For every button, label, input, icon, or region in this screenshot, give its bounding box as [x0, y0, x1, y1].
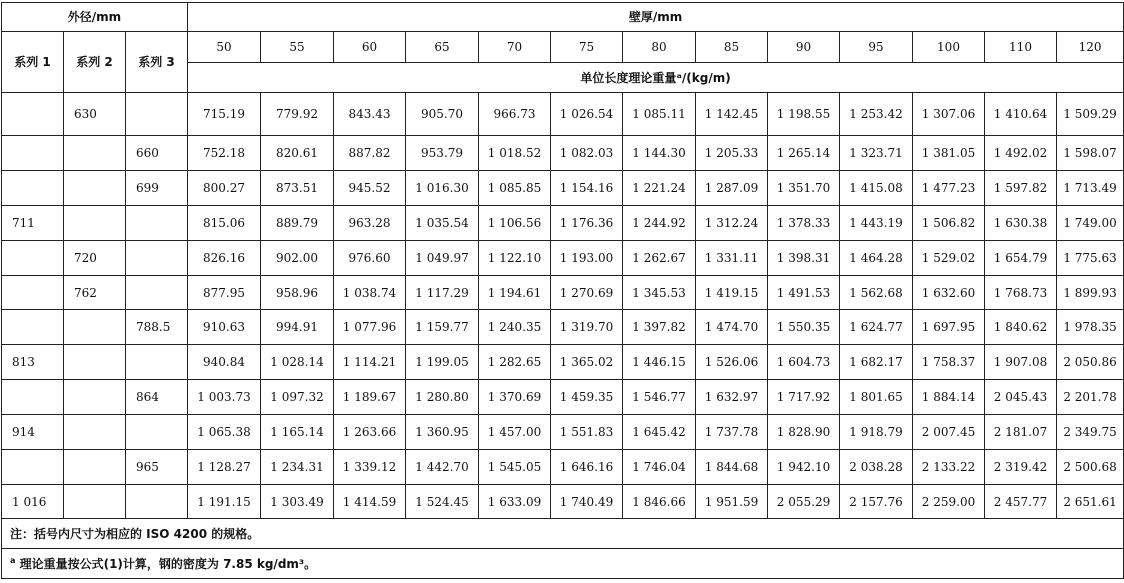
weight-cell: 1 942.10	[768, 449, 840, 484]
weight-cell: 2 007.45	[913, 414, 985, 449]
table-row	[2, 205, 1124, 240]
weight-cell: 877.95	[188, 275, 261, 310]
weight-cell: 1 545.05	[479, 449, 551, 484]
weight-cell: 1 506.82	[913, 205, 985, 240]
outer-diameter-s1	[2, 275, 64, 310]
weight-cell: 1 899.93	[1057, 275, 1124, 310]
weight-cell: 958.96	[261, 275, 334, 310]
weight-cell: 1 597.82	[985, 171, 1057, 206]
weight-cell: 1 801.65	[840, 380, 913, 415]
table-row	[2, 171, 1124, 206]
weight-cell: 905.70	[406, 93, 479, 136]
outer-diameter-s3: 965	[126, 449, 188, 484]
outer-diameter-s2: 720	[64, 240, 126, 275]
weight-cell: 1 474.70	[696, 310, 768, 345]
weight-cell: 1 263.66	[334, 414, 406, 449]
table-row	[2, 449, 1124, 484]
weight-cell: 1 978.35	[1057, 310, 1124, 345]
weight-cell: 1 645.42	[623, 414, 696, 449]
weight-cell: 1 323.71	[840, 136, 913, 171]
weight-cell: 2 457.77	[985, 484, 1057, 519]
weight-cell: 1 550.35	[768, 310, 840, 345]
thickness-header: 55	[261, 31, 334, 63]
weight-cell: 1 446.15	[623, 345, 696, 380]
outer-diameter-s1: 914	[2, 414, 64, 449]
weight-cell: 2 500.68	[1057, 449, 1124, 484]
weight-cell: 966.73	[479, 93, 551, 136]
weight-cell: 2 259.00	[913, 484, 985, 519]
outer-diameter-s2	[64, 345, 126, 380]
weight-cell: 1 713.49	[1057, 171, 1124, 206]
weight-cell: 1 117.29	[406, 275, 479, 310]
weight-cell: 1 646.16	[551, 449, 623, 484]
weight-cell: 1 529.02	[913, 240, 985, 275]
weight-cell: 1 038.74	[334, 275, 406, 310]
thickness-header: 85	[696, 31, 768, 63]
weight-cell: 1 085.11	[623, 93, 696, 136]
thickness-header: 90	[768, 31, 840, 63]
weight-cell: 1 442.70	[406, 449, 479, 484]
weight-cell: 1 106.56	[479, 205, 551, 240]
weight-cell: 1 768.73	[985, 275, 1057, 310]
weight-cell: 1 398.31	[768, 240, 840, 275]
weight-cell: 1 459.35	[551, 380, 623, 415]
outer-diameter-s3	[126, 240, 188, 275]
weight-cell: 1 085.85	[479, 171, 551, 206]
outer-diameter-s1	[2, 240, 64, 275]
weight-cell: 1 262.67	[623, 240, 696, 275]
weight-cell: 1 415.08	[840, 171, 913, 206]
weight-cell: 1 193.00	[551, 240, 623, 275]
weight-cell: 1 630.38	[985, 205, 1057, 240]
weight-cell: 1 828.90	[768, 414, 840, 449]
weight-cell: 1 624.77	[840, 310, 913, 345]
weight-cell: 887.82	[334, 136, 406, 171]
footnote	[2, 549, 1124, 579]
weight-cell: 1 345.53	[623, 275, 696, 310]
outer-diameter-s1	[2, 171, 64, 206]
weight-cell: 1 303.49	[261, 484, 334, 519]
outer-diameter-s3: 864	[126, 380, 188, 415]
weight-cell: 953.79	[406, 136, 479, 171]
weight-cell: 1 018.52	[479, 136, 551, 171]
weight-cell: 940.84	[188, 345, 261, 380]
footnote-row	[2, 549, 1124, 579]
outer-diameter-s3	[126, 345, 188, 380]
outer-diameter-s2	[64, 205, 126, 240]
outer-diameter-s2	[64, 484, 126, 519]
weight-cell: 1 740.49	[551, 484, 623, 519]
weight-cell: 1 035.54	[406, 205, 479, 240]
outer-diameter-s1: 711	[2, 205, 64, 240]
weight-cell: 1 907.08	[985, 345, 1057, 380]
weight-cell: 1 307.06	[913, 93, 985, 136]
weight-cell: 1 077.96	[334, 310, 406, 345]
table-row	[2, 484, 1124, 519]
weight-cell: 2 157.76	[840, 484, 913, 519]
weight-cell: 1 191.15	[188, 484, 261, 519]
weight-cell: 1 746.04	[623, 449, 696, 484]
weight-cell: 1 492.02	[985, 136, 1057, 171]
weight-cell: 1 524.45	[406, 484, 479, 519]
table-row	[2, 310, 1124, 345]
outer-diameter-s1: 1 016	[2, 484, 64, 519]
table-row	[2, 414, 1124, 449]
thickness-header: 120	[1057, 31, 1124, 63]
weight-cell: 800.27	[188, 171, 261, 206]
header-row-2	[2, 31, 1124, 63]
weight-cell: 1 397.82	[623, 310, 696, 345]
weight-cell: 1 749.00	[1057, 205, 1124, 240]
weight-cell: 1 114.21	[334, 345, 406, 380]
weight-cell: 1 918.79	[840, 414, 913, 449]
weight-cell: 1 775.63	[1057, 240, 1124, 275]
outer-diameter-s1: 813	[2, 345, 64, 380]
weight-cell: 1 165.14	[261, 414, 334, 449]
outer-diameter-s1	[2, 449, 64, 484]
thickness-header: 110	[985, 31, 1057, 63]
table-row	[2, 380, 1124, 415]
weight-cell: 2 045.43	[985, 380, 1057, 415]
weight-cell: 1 028.14	[261, 345, 334, 380]
outer-diameter-s2	[64, 136, 126, 171]
weight-cell: 1 360.95	[406, 414, 479, 449]
weight-cell: 889.79	[261, 205, 334, 240]
weight-cell: 1 632.60	[913, 275, 985, 310]
weight-cell: 1 546.77	[623, 380, 696, 415]
weight-cell: 963.28	[334, 205, 406, 240]
thickness-header: 50	[188, 31, 261, 63]
weight-cell: 1 562.68	[840, 275, 913, 310]
weight-cell: 976.60	[334, 240, 406, 275]
weight-cell: 1 654.79	[985, 240, 1057, 275]
thickness-header: 75	[551, 31, 623, 63]
outer-diameter-s3	[126, 93, 188, 136]
weight-cell: 1 457.00	[479, 414, 551, 449]
outer-diameter-s2	[64, 171, 126, 206]
outer-diameter-s3: 788.5	[126, 310, 188, 345]
wall-thickness-header: 壁厚/mm	[188, 3, 1124, 32]
weight-cell: 1 419.15	[696, 275, 768, 310]
weight-cell: 826.16	[188, 240, 261, 275]
thickness-header: 100	[913, 31, 985, 63]
weight-cell: 2 651.61	[1057, 484, 1124, 519]
weight-cell: 1 282.65	[479, 345, 551, 380]
weight-cell: 843.43	[334, 93, 406, 136]
weight-cell: 1 477.23	[913, 171, 985, 206]
weight-cell: 1 142.45	[696, 93, 768, 136]
weight-cell: 1 065.38	[188, 414, 261, 449]
note-row	[2, 519, 1124, 549]
weight-cell: 815.06	[188, 205, 261, 240]
weight-cell: 1 244.92	[623, 205, 696, 240]
outer-diameter-s2: 630	[64, 93, 126, 136]
weight-cell: 1 240.35	[479, 310, 551, 345]
weight-cell: 1 551.83	[551, 414, 623, 449]
weight-cell: 2 133.22	[913, 449, 985, 484]
weight-cell: 1 351.70	[768, 171, 840, 206]
weight-cell: 1 312.24	[696, 205, 768, 240]
thickness-header: 80	[623, 31, 696, 63]
weight-cell: 1 951.59	[696, 484, 768, 519]
weight-cell: 1 144.30	[623, 136, 696, 171]
weight-cell: 1 840.62	[985, 310, 1057, 345]
weight-cell: 1 265.14	[768, 136, 840, 171]
weight-cell: 1 287.09	[696, 171, 768, 206]
outer-diameter-s2	[64, 380, 126, 415]
weight-cell: 2 050.86	[1057, 345, 1124, 380]
unit-weight-header: 单位长度理论重量ᵃ/(kg/m)	[188, 63, 1124, 93]
weight-cell: 1 189.67	[334, 380, 406, 415]
weight-cell: 1 844.68	[696, 449, 768, 484]
weight-cell: 1 122.10	[479, 240, 551, 275]
weight-cell: 1 365.02	[551, 345, 623, 380]
weight-cell: 873.51	[261, 171, 334, 206]
outer-diameter-s1	[2, 93, 64, 136]
weight-cell: 1 633.09	[479, 484, 551, 519]
thickness-header: 60	[334, 31, 406, 63]
weight-cell: 1 682.17	[840, 345, 913, 380]
table-row	[2, 93, 1124, 136]
outer-diameter-s3	[126, 484, 188, 519]
table-row	[2, 136, 1124, 171]
weight-cell: 1 381.05	[913, 136, 985, 171]
weight-cell: 1 198.55	[768, 93, 840, 136]
weight-cell: 1 737.78	[696, 414, 768, 449]
table-row	[2, 240, 1124, 275]
weight-cell: 1 414.59	[334, 484, 406, 519]
outer-diameter-s3: 699	[126, 171, 188, 206]
thickness-header: 70	[479, 31, 551, 63]
thickness-header: 65	[406, 31, 479, 63]
outer-diameter-s1	[2, 136, 64, 171]
outer-diameter-s1	[2, 380, 64, 415]
outer-diameter-s3	[126, 205, 188, 240]
thickness-header: 95	[840, 31, 913, 63]
table-row	[2, 345, 1124, 380]
weight-cell: 1 509.29	[1057, 93, 1124, 136]
weight-cell: 910.63	[188, 310, 261, 345]
footnote-text: 理论重量按公式(1)计算，钢的密度为 7.85 kg/dm³。	[15, 557, 317, 572]
weight-cell: 1 049.97	[406, 240, 479, 275]
weight-cell: 1 082.03	[551, 136, 623, 171]
pipe-weight-table	[1, 2, 1124, 579]
weight-cell: 1 717.92	[768, 380, 840, 415]
weight-cell: 1 758.37	[913, 345, 985, 380]
weight-cell: 2 038.28	[840, 449, 913, 484]
weight-cell: 2 181.07	[985, 414, 1057, 449]
weight-cell: 2 349.75	[1057, 414, 1124, 449]
weight-cell: 1 199.05	[406, 345, 479, 380]
weight-cell: 1 598.07	[1057, 136, 1124, 171]
note-text: 注：括号内尺寸为相应的 ISO 4200 的规格。	[2, 519, 1124, 549]
weight-cell: 1 154.16	[551, 171, 623, 206]
series-2-header: 系列 2	[64, 31, 126, 92]
weight-cell: 1 194.61	[479, 275, 551, 310]
outer-diameter-s2: 762	[64, 275, 126, 310]
weight-cell: 1 443.19	[840, 205, 913, 240]
weight-cell: 1 270.69	[551, 275, 623, 310]
weight-cell: 945.52	[334, 171, 406, 206]
weight-cell: 715.19	[188, 93, 261, 136]
outer-diameter-s2	[64, 414, 126, 449]
weight-cell: 902.00	[261, 240, 334, 275]
weight-cell: 2 201.78	[1057, 380, 1124, 415]
outer-diameter-s3	[126, 414, 188, 449]
weight-cell: 820.61	[261, 136, 334, 171]
weight-cell: 1 003.73	[188, 380, 261, 415]
weight-cell: 1 026.54	[551, 93, 623, 136]
weight-cell: 1 176.36	[551, 205, 623, 240]
weight-cell: 1 280.80	[406, 380, 479, 415]
weight-cell: 1 221.24	[623, 171, 696, 206]
weight-cell: 1 097.32	[261, 380, 334, 415]
weight-cell: 1 378.33	[768, 205, 840, 240]
weight-cell: 1 128.27	[188, 449, 261, 484]
outer-diameter-s3	[126, 275, 188, 310]
weight-cell: 779.92	[261, 93, 334, 136]
weight-cell: 1 253.42	[840, 93, 913, 136]
weight-cell: 1 319.70	[551, 310, 623, 345]
table-row	[2, 275, 1124, 310]
outer-diameter-s2	[64, 449, 126, 484]
weight-cell: 1 016.30	[406, 171, 479, 206]
weight-cell: 1 884.14	[913, 380, 985, 415]
series-1-header: 系列 1	[2, 31, 64, 92]
weight-cell: 1 697.95	[913, 310, 985, 345]
weight-cell: 1 159.77	[406, 310, 479, 345]
weight-cell: 1 464.28	[840, 240, 913, 275]
weight-cell: 1 632.97	[696, 380, 768, 415]
weight-cell: 1 846.66	[623, 484, 696, 519]
weight-cell: 1 604.73	[768, 345, 840, 380]
weight-cell: 1 410.64	[985, 93, 1057, 136]
weight-cell: 1 205.33	[696, 136, 768, 171]
weight-cell: 1 491.53	[768, 275, 840, 310]
weight-cell: 2 319.42	[985, 449, 1057, 484]
header-row-1	[2, 3, 1124, 32]
weight-cell: 752.18	[188, 136, 261, 171]
weight-cell: 2 055.29	[768, 484, 840, 519]
outer-diameter-header: 外径/mm	[2, 3, 188, 32]
weight-cell: 1 526.06	[696, 345, 768, 380]
weight-cell: 994.91	[261, 310, 334, 345]
weight-cell: 1 234.31	[261, 449, 334, 484]
footnote-mark: a	[10, 556, 16, 566]
outer-diameter-s1	[2, 310, 64, 345]
outer-diameter-s2	[64, 310, 126, 345]
outer-diameter-s3: 660	[126, 136, 188, 171]
series-3-header: 系列 3	[126, 31, 188, 92]
weight-cell: 1 370.69	[479, 380, 551, 415]
weight-cell: 1 339.12	[334, 449, 406, 484]
weight-cell: 1 331.11	[696, 240, 768, 275]
